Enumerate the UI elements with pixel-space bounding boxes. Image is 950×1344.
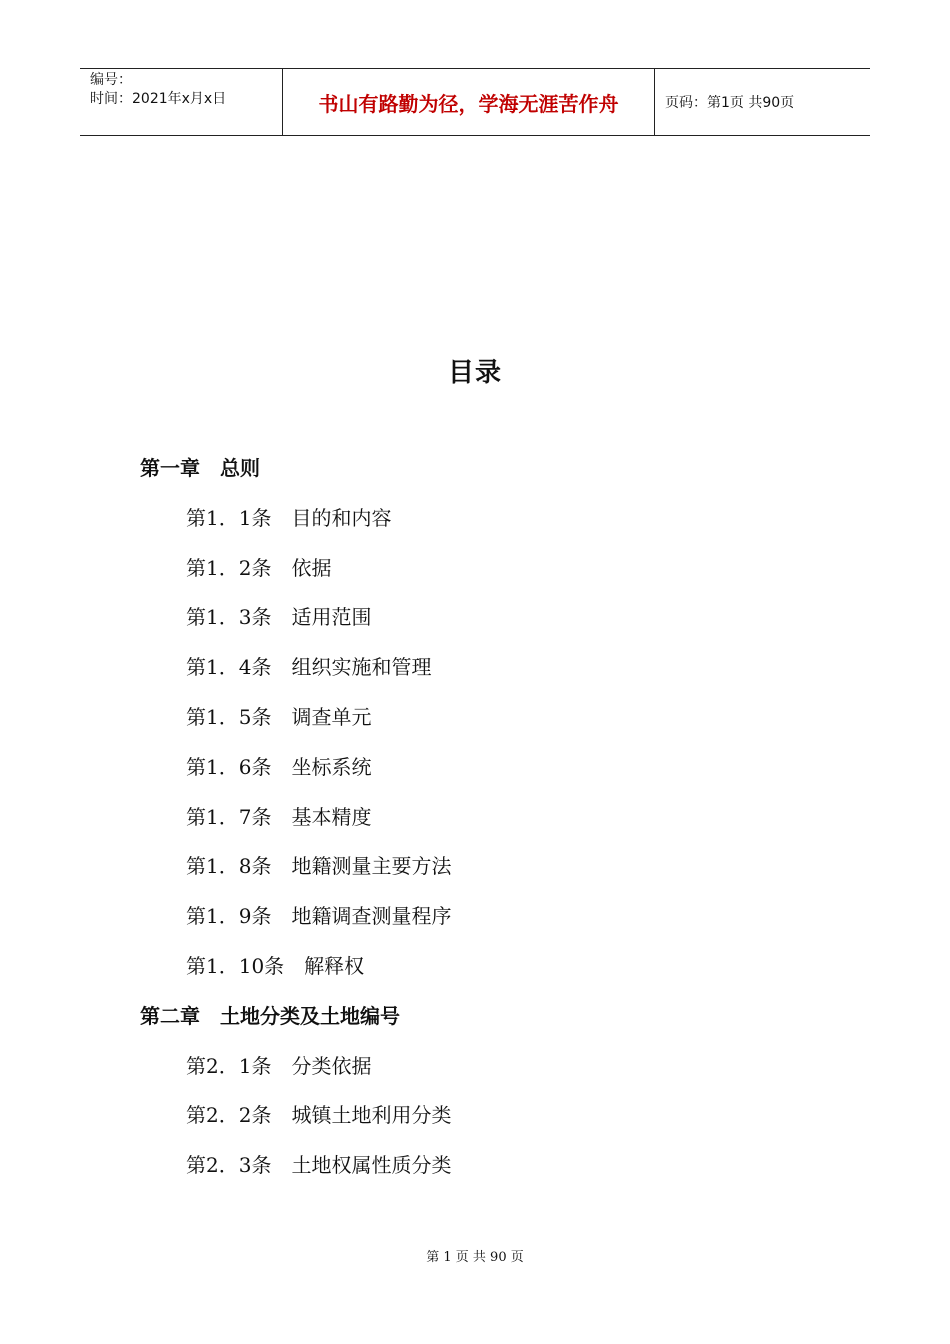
header-page-info: 页码：第1页 共90页 — [665, 95, 795, 111]
toc-article: 第2．2条 城镇土地利用分类 — [186, 1103, 452, 1127]
header-meta — [80, 69, 282, 135]
document-number-label: 编号： — [90, 72, 132, 88]
toc-article: 第1．3条 适用范围 — [186, 605, 372, 629]
toc-article: 第1．10条 解释权 — [186, 954, 365, 978]
toc-article: 第1．9条 地籍调查测量程序 — [186, 904, 452, 928]
toc-article: 第1．5条 调查单元 — [186, 705, 372, 729]
toc-article: 第1．6条 坐标系统 — [186, 755, 372, 779]
toc-article: 第1．2条 依据 — [186, 556, 332, 580]
toc-article: 第2．1条 分类依据 — [186, 1054, 372, 1078]
header-motto: 书山有路勤为径，学海无涯苦作舟 — [282, 69, 655, 135]
toc-article: 第1．8条 地籍测量主要方法 — [186, 854, 452, 878]
page-footer: 第 1 页 共 90 页 — [426, 1250, 524, 1265]
page-title: 目录 — [447, 358, 502, 388]
toc-article: 第1．4条 组织实施和管理 — [186, 655, 432, 679]
document-time: 时间：2021年x月x日 — [90, 91, 227, 107]
toc-article: 第2．3条 土地权属性质分类 — [186, 1153, 452, 1177]
toc-chapter: 第二章 土地分类及土地编号 — [140, 1004, 400, 1028]
document-header — [80, 68, 870, 136]
toc-chapter: 第一章 总则 — [140, 456, 260, 480]
toc-article: 第1．1条 目的和内容 — [186, 506, 392, 530]
toc-article: 第1．7条 基本精度 — [186, 805, 372, 829]
